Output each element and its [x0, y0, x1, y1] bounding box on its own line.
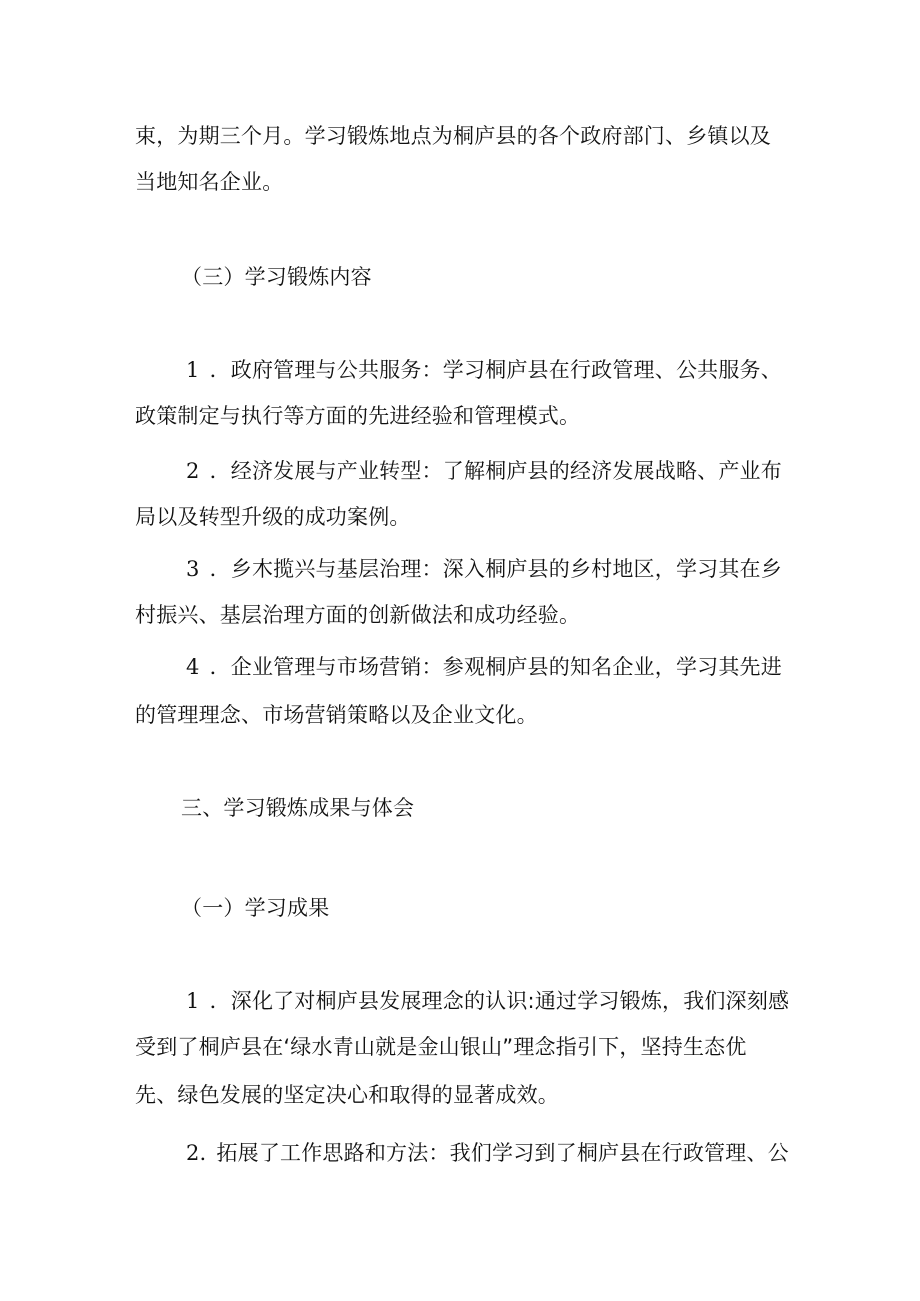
paragraph-line: 先、绿色发展的坚定决心和取得的显著成效。: [135, 1083, 559, 1107]
list-number: 3: [186, 557, 200, 581]
list-item-4: 4 ．企业管理与市场营销：参观桐庐县的知名企业，学习其先进: [186, 655, 782, 679]
list-number: 4: [186, 655, 200, 679]
paragraph-line: 的管理理念、市场营销策略以及企业文化。: [135, 703, 538, 727]
paragraph-line: 村振兴、基层治理方面的创新做法和成功经验。: [135, 603, 581, 627]
paragraph-line: 政策制定与执行等方面的先进经验和管理模式。: [135, 404, 581, 428]
list-number: 2: [186, 459, 200, 483]
paragraph-line: 束，为期三个月。学习锻炼地点为桐庐县的各个政府部门、乡镇以及: [135, 124, 771, 148]
section-heading: （一）学习成果: [181, 896, 330, 920]
list-item-2: 2. 拓展了工作思路和方法：我们学习到了桐庐县在行政管理、公: [186, 1141, 789, 1165]
list-item-1: 1 ．政府管理与公共服务：学习桐庐县在行政管理、公共服务、: [186, 358, 782, 382]
paragraph-line: 受到了桐庐县在‘绿水青山就是金山银山”理念指引下，坚持生态优: [135, 1035, 747, 1059]
list-item-3: 3 ．乡木揽兴与基层治理：深入桐庐县的乡村地区，学习其在乡: [186, 557, 782, 581]
section-heading: （三）学习锻炼内容: [181, 265, 372, 289]
paragraph-line: 当地知名企业。: [135, 170, 284, 194]
paragraph-line: 局以及转型升级的成功案例。: [135, 505, 411, 529]
chapter-heading: 三、学习锻炼成果与体会: [181, 796, 415, 820]
list-number: 1: [186, 989, 200, 1013]
list-item-2: 2 ．经济发展与产业转型：了解桐庐县的经济发展战略、产业布: [186, 459, 782, 483]
list-number: 1: [186, 358, 200, 382]
list-item-1: 1 ．深化了对桐庐县发展理念的认识:通过学习锻炼，我们深刻感: [186, 989, 790, 1013]
list-number: 2.: [186, 1141, 207, 1165]
